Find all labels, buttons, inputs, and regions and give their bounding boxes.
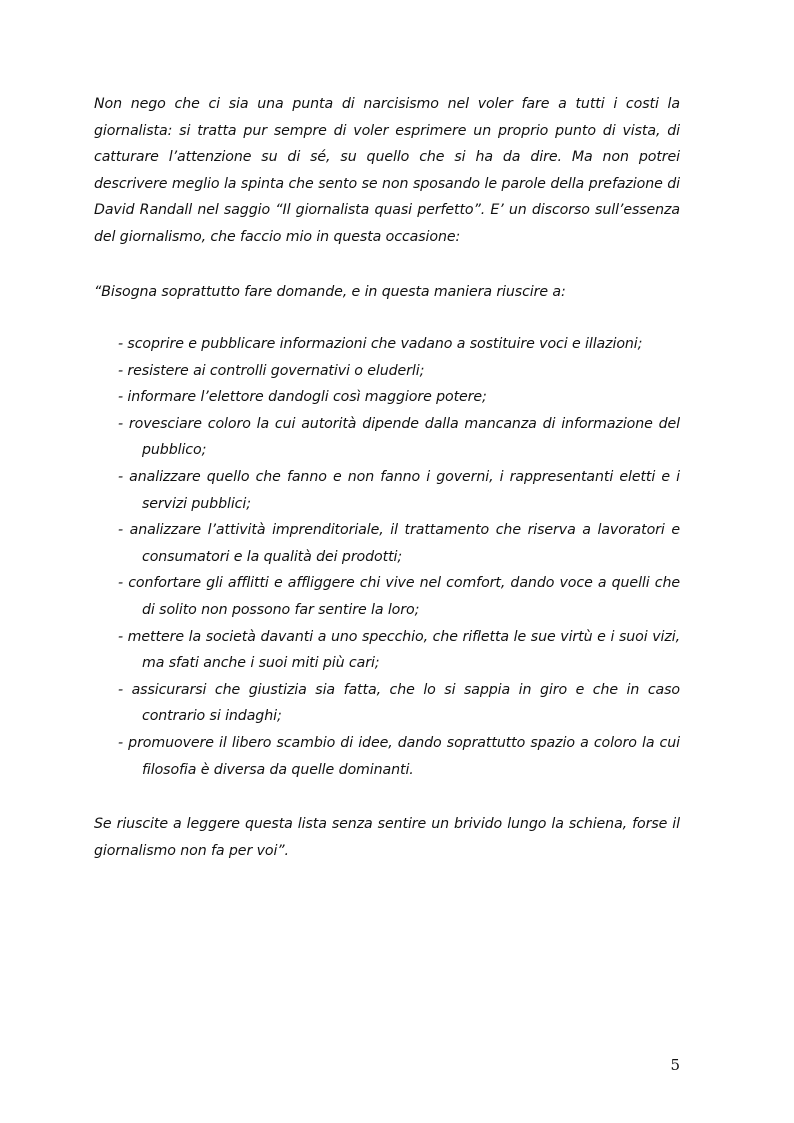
page-number: 5 [670,1056,680,1074]
list-item: - confortare gli afflitti e affliggere chi vive nel comfort, dando voce a quelli che di solito non possono far sentire la loro; [118,575,680,618]
list-item: - analizzare l’attività imprenditoriale, il trattamento che riserva a lavoratori e consumatori e la qualità dei prodotti; [118,522,680,565]
list-item: - informare l’elettore dandogli così maggiore potere; [118,389,487,406]
list-item: - analizzare quello che fanno e non fanno i governi, i rappresentanti eletti e i servizi pubblici; [118,468,680,512]
list-item: - rovesciare coloro la cui autorità dipende dalla mancanza di informazione del pubblico; [118,415,680,459]
journalism-goals-list [118,331,680,783]
list-item: - scoprire e pubblicare informazioni che vadano a sostituire voci e illazioni; [118,336,643,352]
list-item: - resistere ai controlli governativi o eluderli; [118,362,425,379]
intro-paragraph: Non nego che ci sia una punta di narcisismo nel voler fare a tutti i costi la giornalista: si tratta pur sempre di voler esprimere un proprio punto di vista, di catturare l’attenzione su di sé, su quello che si ha da dire. Ma non potrei descrivere meglio la spinta che sento se non sposando le parole della prefazione di David Randall nel saggio “Il giornalista quasi perfetto”. E’ un discorso sull’essenza del giornalismo, che faccio mio in questa occasione: [94,96,680,245]
list-item: - mettere la società davanti a uno specchio, che rifletta le sue virtù e i suoi vizi, ma sfati anche i suoi miti più cari; [118,628,680,672]
quote-intro-paragraph: “Bisogna soprattutto fare domande, e in questa maniera riuscire a: [94,284,566,300]
closing-paragraph: Se riuscite a leggere questa lista senza sentire un brivido lungo la schiena, forse il giornalismo non fa per voi”. [94,816,680,859]
list-item: - assicurarsi che giustizia sia fatta, che lo si sappia in giro e che in caso contrario si indaghi; [118,681,680,725]
list-item: - promuovere il libero scambio di idee, dando soprattutto spazio a coloro la cui filosofia è diversa da quelle dominanti. [118,734,680,778]
